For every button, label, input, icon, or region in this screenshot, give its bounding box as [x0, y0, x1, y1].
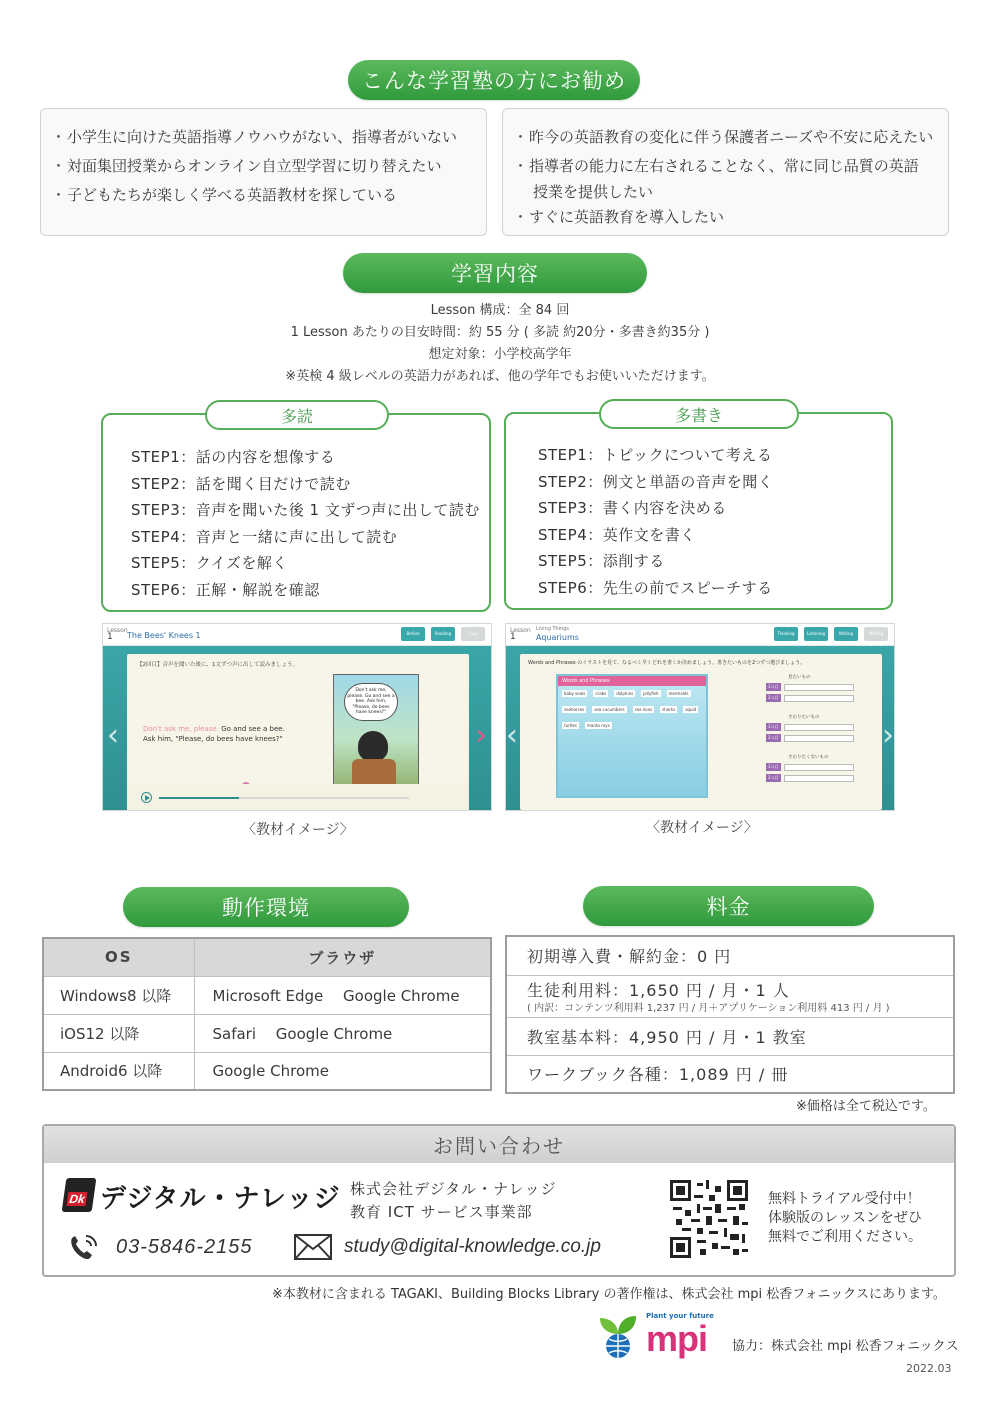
audio-progress[interactable] — [159, 797, 409, 799]
screen-header — [103, 624, 491, 646]
tagaki-box — [504, 405, 893, 610]
reading-text-2: Ask him, "Please, do bees have knees?" — [143, 735, 283, 743]
choice-group — [766, 754, 870, 794]
creature-label: manta rays — [586, 723, 610, 728]
price-row: ワークブック各種：1,089 円 / 冊 — [506, 1055, 954, 1093]
env-header-os: OS — [43, 938, 194, 976]
price-row: 初期導入費・解約金：0 円 — [506, 936, 954, 975]
env-browser-cell: Safari Google Chrome — [194, 1014, 491, 1052]
screen-stage — [103, 646, 491, 810]
tax-note: ※価格は全て税込です。 — [796, 1099, 936, 1114]
answer-box[interactable] — [784, 724, 854, 731]
price-student: 生徒利用料：1,650 円 / 月・1 人 — [527, 981, 790, 1000]
recommend-item: ・ 小学生に向けた英語指導ノウハウがない、指導者がいない — [55, 123, 472, 152]
tagaki-step: STEP5：添削する — [538, 552, 665, 570]
copyright-note: ※本教材に含まれる TAGAKI、Building Blocks Library の著作権は、株式会社 mpi 松香フォニックスにあります。 — [272, 1287, 946, 1302]
lesson-duration: 1 Lesson あたりの目安時間：約 55 分 ( 多読 約20分・多書き約35分 ) — [290, 325, 710, 340]
issue-date: 2022.03 — [906, 1362, 952, 1375]
prev-arrow-icon[interactable]: ‹ — [107, 718, 119, 753]
phone-icon — [66, 1232, 102, 1262]
play-icon[interactable] — [141, 792, 152, 803]
recommend-title: こんな学習塾の方にお勧め — [348, 60, 640, 100]
lesson-label: Lesson — [107, 627, 128, 634]
step-nav — [774, 627, 888, 641]
answer-box[interactable] — [784, 764, 854, 771]
reading-text — [143, 724, 285, 744]
recommend-item: ・ すぐに英語教育を導入したい — [517, 203, 934, 232]
lesson-no: 1 — [510, 632, 516, 642]
creature-label: sea cucumbers — [594, 707, 625, 712]
writing-panel — [520, 654, 882, 810]
answer-box[interactable] — [784, 695, 854, 702]
board-title: Words and Phrases — [558, 676, 706, 686]
tadoku-step: STEP5：クイズを解く — [131, 554, 288, 572]
audio-progress-fill — [159, 797, 239, 799]
slot-label: 1つ目 — [768, 724, 779, 729]
contact-box — [42, 1124, 956, 1277]
tadoku-step: STEP1：話の内容を想像する — [131, 448, 336, 466]
slot-label: 1つ目 — [768, 764, 779, 769]
nav-writing-time-2[interactable]: Writing — [864, 627, 888, 641]
nav-quiz[interactable]: Quiz — [461, 627, 485, 641]
recommend-item-line: 指導者の能力に左右されることなく、常に同じ品質の英語 — [529, 157, 919, 175]
nav-writing-time-1[interactable]: Writing — [834, 627, 858, 641]
contact-title: お問い合わせ — [44, 1126, 954, 1163]
material-image-reading — [102, 623, 492, 811]
lesson-count: Lesson 構成：全 84 回 — [430, 303, 570, 318]
qr-code[interactable] — [670, 1180, 748, 1258]
step-nav — [401, 627, 485, 641]
trial-line: 体験版のレッスンをぜひ — [768, 1210, 922, 1226]
answer-box[interactable] — [784, 775, 854, 782]
target-audience: 想定対象：小学校高学年 — [428, 347, 572, 362]
price-table — [505, 935, 955, 1094]
email-address[interactable]: study@digital-knowledge.co.jp — [344, 1236, 601, 1257]
company-name: 株式会社デジタル・ナレッジ — [350, 1180, 557, 1198]
screen-stage — [506, 646, 894, 810]
choice-title: さわりたいもの — [788, 715, 820, 720]
mpi-tagline: Plant your future — [646, 1312, 714, 1320]
slot-label: 2つ目 — [768, 735, 779, 740]
skunk-character — [358, 731, 388, 761]
audio-bar — [127, 784, 469, 811]
screen-header — [506, 624, 894, 646]
reading-text-pink: Don't ask me, please. — [143, 725, 219, 733]
dk-logo-text: デジタル・ナレッジ — [100, 1184, 341, 1214]
env-table — [42, 937, 492, 1091]
story-illustration — [333, 674, 419, 792]
trial-line: 無料トライアル受付中！ — [768, 1191, 921, 1207]
lesson-subtitle: Living Things — [536, 626, 570, 632]
recommend-item-line: 授業を提供したい — [533, 183, 654, 201]
recommend-item — [517, 152, 934, 203]
prev-arrow-icon[interactable]: ‹ — [506, 718, 518, 753]
dk-logo-badge: Dk — [68, 1192, 86, 1206]
nav-before-reading[interactable]: Before — [401, 627, 425, 641]
slot-label: 1つ目 — [768, 684, 779, 689]
slot-label: 2つ目 — [768, 775, 779, 780]
tadoku-title: 多読 — [205, 400, 389, 430]
creature-label: baby seals — [564, 691, 586, 696]
tadoku-box — [101, 406, 491, 612]
recommend-left-box — [40, 108, 487, 236]
content-details — [0, 300, 1000, 388]
lesson-title: The Bees' Knees 1 — [127, 631, 201, 640]
phone-number[interactable]: 03-5846-2155 — [116, 1236, 253, 1258]
tagaki-step: STEP1：トピックについて考える — [538, 446, 773, 464]
choice-group — [766, 674, 870, 714]
next-arrow-icon[interactable]: › — [475, 718, 487, 753]
tagaki-step: STEP6：先生の前でスピーチする — [538, 578, 773, 597]
choice-list — [766, 674, 870, 794]
tadoku-step: STEP2：話を聞く目だけで読む — [131, 474, 351, 493]
choice-title: 見たいもの — [788, 675, 811, 680]
env-browser-cell: Microsoft Edge Google Chrome — [194, 976, 491, 1014]
env-os-cell: iOS12 以降 — [43, 1014, 194, 1052]
tagaki-title: 多書き — [599, 399, 799, 429]
material-caption-left: 〈教材イメージ〉 — [242, 822, 354, 838]
material-caption-right: 〈教材イメージ〉 — [646, 820, 758, 836]
creature-label: jellyfish — [643, 691, 659, 696]
choice-title: さわりたくないもの — [788, 755, 829, 760]
tadoku-step: STEP4：音声と一緒に声に出して読む — [131, 527, 398, 546]
answer-box[interactable] — [784, 735, 854, 742]
department: 教育 ICT サービス事業部 — [350, 1203, 533, 1221]
reading-instruction: 【2回目】音声を聞いた後に、1文ずつ声に出して読みましょう。 — [137, 662, 299, 668]
tagaki-step: STEP2：例文と単語の音声を聞く — [538, 472, 774, 491]
creature-label: sharks — [662, 707, 676, 712]
env-header-browser: ブラウザ — [194, 938, 491, 976]
env-os-cell: Windows8 以降 — [43, 976, 194, 1014]
price-row: 教室基本料：4,950 円 / 月・1 教室 — [506, 1017, 954, 1055]
recommend-item: ・ 子どもたちが楽しく学べる英語教材を探している — [55, 181, 472, 210]
creature-label: seahorses — [564, 707, 585, 712]
creature-label: mermaids — [668, 691, 689, 696]
nav-listening-time[interactable]: Listening — [804, 627, 828, 641]
creature-label: turtles — [564, 723, 577, 728]
tagaki-step: STEP3：書く内容を決める — [538, 499, 727, 517]
mail-icon — [294, 1234, 332, 1260]
creature-label: dolphins — [616, 691, 634, 696]
material-image-writing — [505, 623, 895, 811]
trial-line: 無料でご利用ください。 — [768, 1229, 922, 1245]
price-row — [506, 975, 954, 1017]
trial-text — [768, 1190, 922, 1247]
recommend-item: ・ 対面集団授業からオンライン自立型学習に切り替えたい — [55, 152, 472, 181]
writing-instruction: Words and Phrases のイラストを見て、なるべく早くどれを書くか決めましょう。書きたいものを2つずつ選びましょう。 — [528, 660, 806, 666]
tadoku-step: STEP3：音声を聞いた後 1 文ずつ声に出して読む — [131, 501, 480, 519]
mpi-wordmark: mpi — [646, 1318, 708, 1359]
lesson-title: Aquariums — [536, 633, 579, 642]
board-labels — [562, 690, 702, 729]
next-arrow-icon[interactable]: › — [882, 718, 894, 753]
nav-thinking-time[interactable]: Thinking — [774, 627, 798, 641]
creature-label: crabs — [595, 691, 607, 696]
recommend-right-box — [502, 108, 949, 236]
creature-label: squid — [685, 707, 697, 712]
words-and-phrases-board — [556, 674, 708, 798]
dk-logo — [62, 1178, 97, 1212]
env-browser-cell: Google Chrome — [194, 1052, 491, 1090]
speech-bubble: Don't ask me, please. Go and see a bee. Ask him, "Please, do bees have knees?" — [344, 683, 398, 721]
reading-text-1: Go and see a bee. — [221, 725, 285, 733]
tadoku-step: STEP6：正解・解説を確認 — [131, 580, 320, 599]
lesson-number — [510, 627, 531, 641]
lesson-no: 1 — [107, 632, 113, 642]
env-title: 動作環境 — [123, 887, 409, 927]
lesson-label: Lesson — [510, 627, 531, 634]
cooperation-credit: 協力：株式会社 mpi 松香フォニックス — [732, 1339, 959, 1354]
slot-label: 2つ目 — [768, 695, 779, 700]
lesson-number — [107, 627, 128, 641]
mpi-logo — [598, 1310, 722, 1362]
choice-group — [766, 714, 870, 754]
nav-reading[interactable]: Reading — [431, 627, 455, 641]
recommend-item: ・ 昨今の英語教育の変化に伴う保護者ニーズや不安に応えたい — [517, 123, 934, 152]
eiken-note: ※英検 4 級レベルの英語力があれば、他の学年でもお使いいただけます。 — [285, 369, 715, 384]
creature-label: sea lions — [634, 707, 653, 712]
content-title: 学習内容 — [343, 253, 647, 293]
answer-box[interactable] — [784, 684, 854, 691]
tagaki-step: STEP4：英作文を書く — [538, 525, 696, 544]
price-title: 料金 — [583, 886, 874, 926]
price-breakdown: ( 内訳：コンテンツ利用料 1,237 円 / 月＋アプリケーション利用料 413 円 / 月 ) — [527, 1003, 890, 1014]
env-os-cell: Android6 以降 — [43, 1052, 194, 1090]
